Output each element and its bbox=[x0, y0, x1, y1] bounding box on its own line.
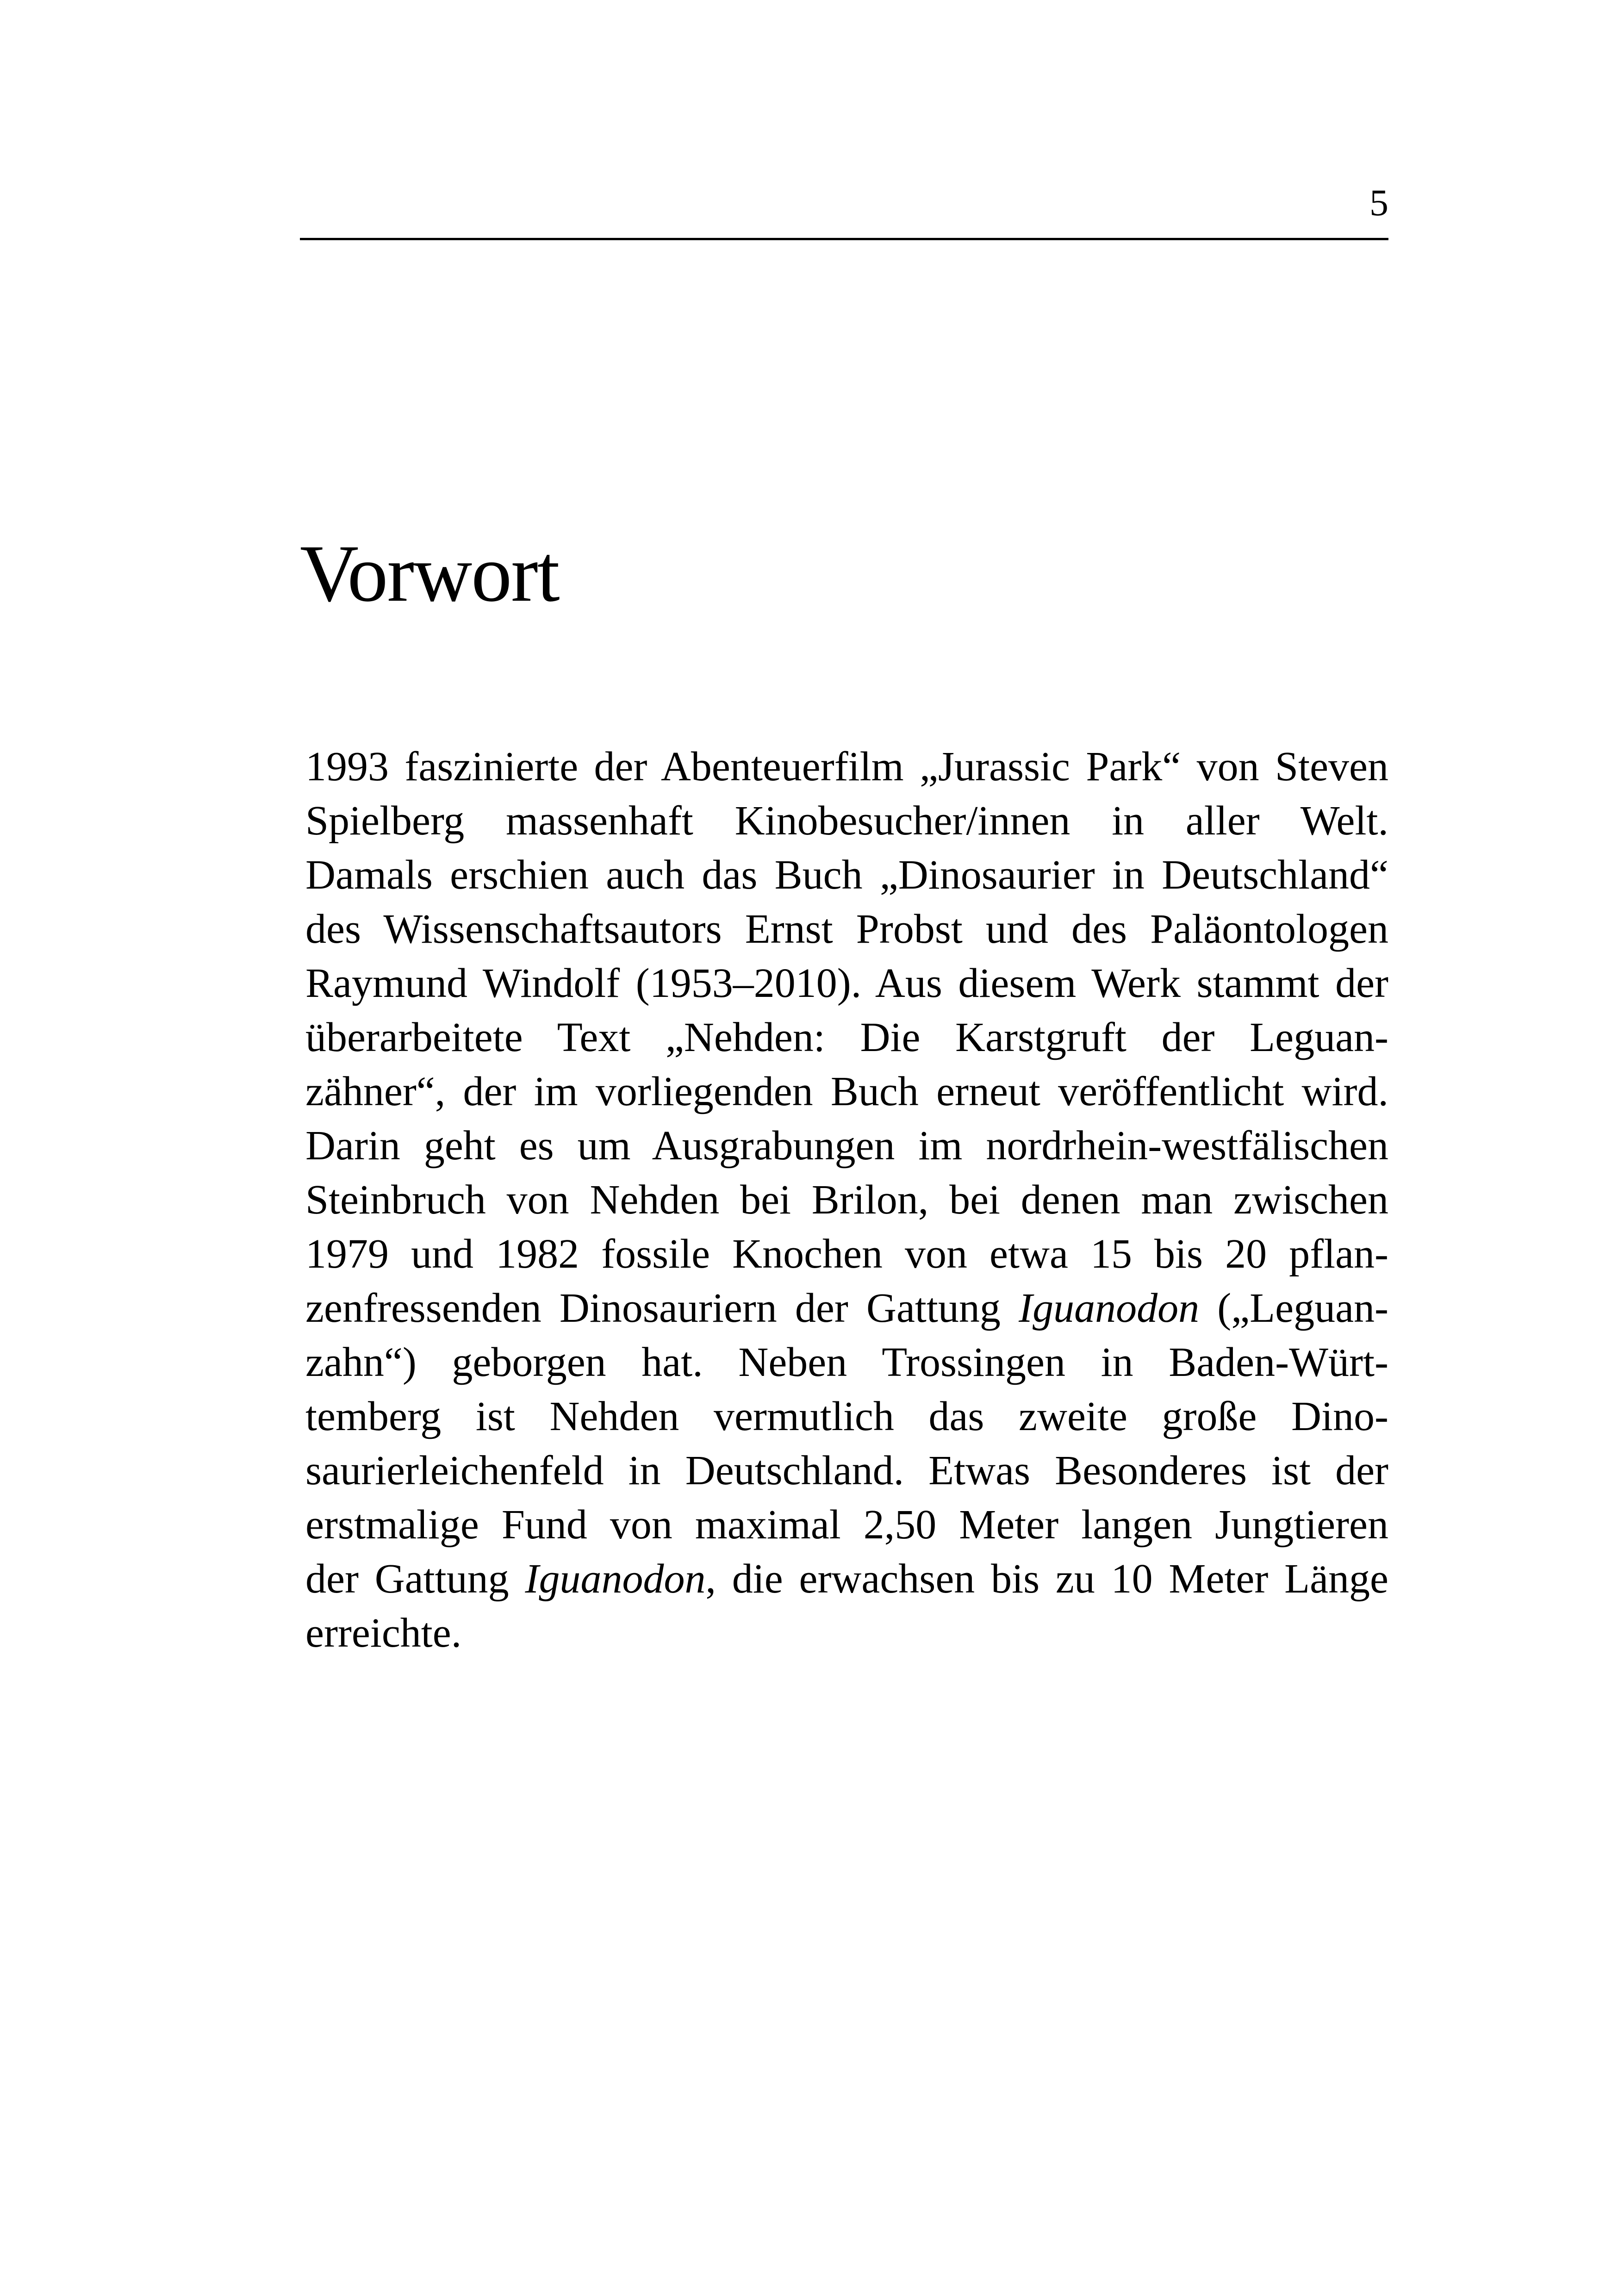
text-segment: Spielberg massenhaft Kinobesucher/innen in aller Welt. bbox=[305, 798, 1388, 844]
text-segment: saurierleichenfeld in Deutschland. Etwas Besonderes ist der bbox=[305, 1448, 1388, 1493]
text-line bbox=[305, 1281, 1388, 1335]
text-line bbox=[305, 1552, 1388, 1606]
text-segment: , die erwachsen bis zu 10 Meter Länge bbox=[705, 1556, 1388, 1602]
text-line bbox=[305, 740, 1388, 794]
text-segment: temberg ist Nehden vermutlich das zweite große Dino- bbox=[305, 1394, 1388, 1439]
text-segment: der Gattung bbox=[305, 1556, 525, 1602]
body-paragraph bbox=[305, 740, 1388, 1660]
text-segment: des Wissenschaftsautors Ernst Probst und des Paläontologen bbox=[305, 906, 1388, 952]
text-line bbox=[305, 794, 1388, 848]
text-line bbox=[305, 848, 1388, 902]
text-segment: 1993 faszinierte der Abenteuerfilm „Jurassic Park“ von Steven bbox=[305, 744, 1388, 790]
text-segment: überarbeitete Text „Nehden: Die Karstgruft der Leguan- bbox=[305, 1014, 1388, 1060]
text-line bbox=[305, 1389, 1388, 1444]
chapter-title: Vorwort bbox=[300, 529, 559, 619]
text-segment: Raymund Windolf (1953–2010). Aus diesem Werk stammt der bbox=[305, 960, 1388, 1006]
text-segment: 1979 und 1982 fossile Knochen von etwa 15 bis 20 pflan- bbox=[305, 1231, 1388, 1277]
text-line bbox=[305, 1606, 1388, 1660]
text-line bbox=[305, 1335, 1388, 1389]
text-line bbox=[305, 1010, 1388, 1064]
text-segment: erreichte. bbox=[305, 1610, 462, 1656]
text-segment: zähner“, der im vorliegenden Buch erneut veröffentlicht wird. bbox=[305, 1069, 1388, 1114]
text-line bbox=[305, 1173, 1388, 1227]
page-number: 5 bbox=[1369, 181, 1388, 224]
text-segment: Steinbruch von Nehden bei Brilon, bei denen man zwischen bbox=[305, 1177, 1388, 1223]
text-line bbox=[305, 1119, 1388, 1173]
text-line bbox=[305, 902, 1388, 956]
text-line bbox=[305, 1064, 1388, 1119]
header-rule bbox=[300, 238, 1388, 240]
text-line bbox=[305, 1444, 1388, 1498]
text-segment: Darin geht es um Ausgrabungen im nordrhein-westfälischen bbox=[305, 1123, 1388, 1169]
text-line bbox=[305, 1498, 1388, 1552]
text-line bbox=[305, 1227, 1388, 1281]
italic-genus-name: Iguanodon bbox=[1019, 1285, 1200, 1331]
text-line bbox=[305, 956, 1388, 1010]
text-segment: zenfressenden Dinosauriern der Gattung bbox=[305, 1285, 1019, 1331]
text-segment: zahn“) geborgen hat. Neben Trossingen in Baden-Würt- bbox=[305, 1339, 1388, 1385]
text-segment: Damals erschien auch das Buch „Dinosaurier in Deutschland“ bbox=[305, 852, 1388, 898]
italic-genus-name: Iguanodon bbox=[525, 1556, 706, 1602]
text-segment: („Leguan- bbox=[1199, 1285, 1388, 1331]
text-segment: erstmalige Fund von maximal 2,50 Meter langen Jungtieren bbox=[305, 1502, 1388, 1548]
